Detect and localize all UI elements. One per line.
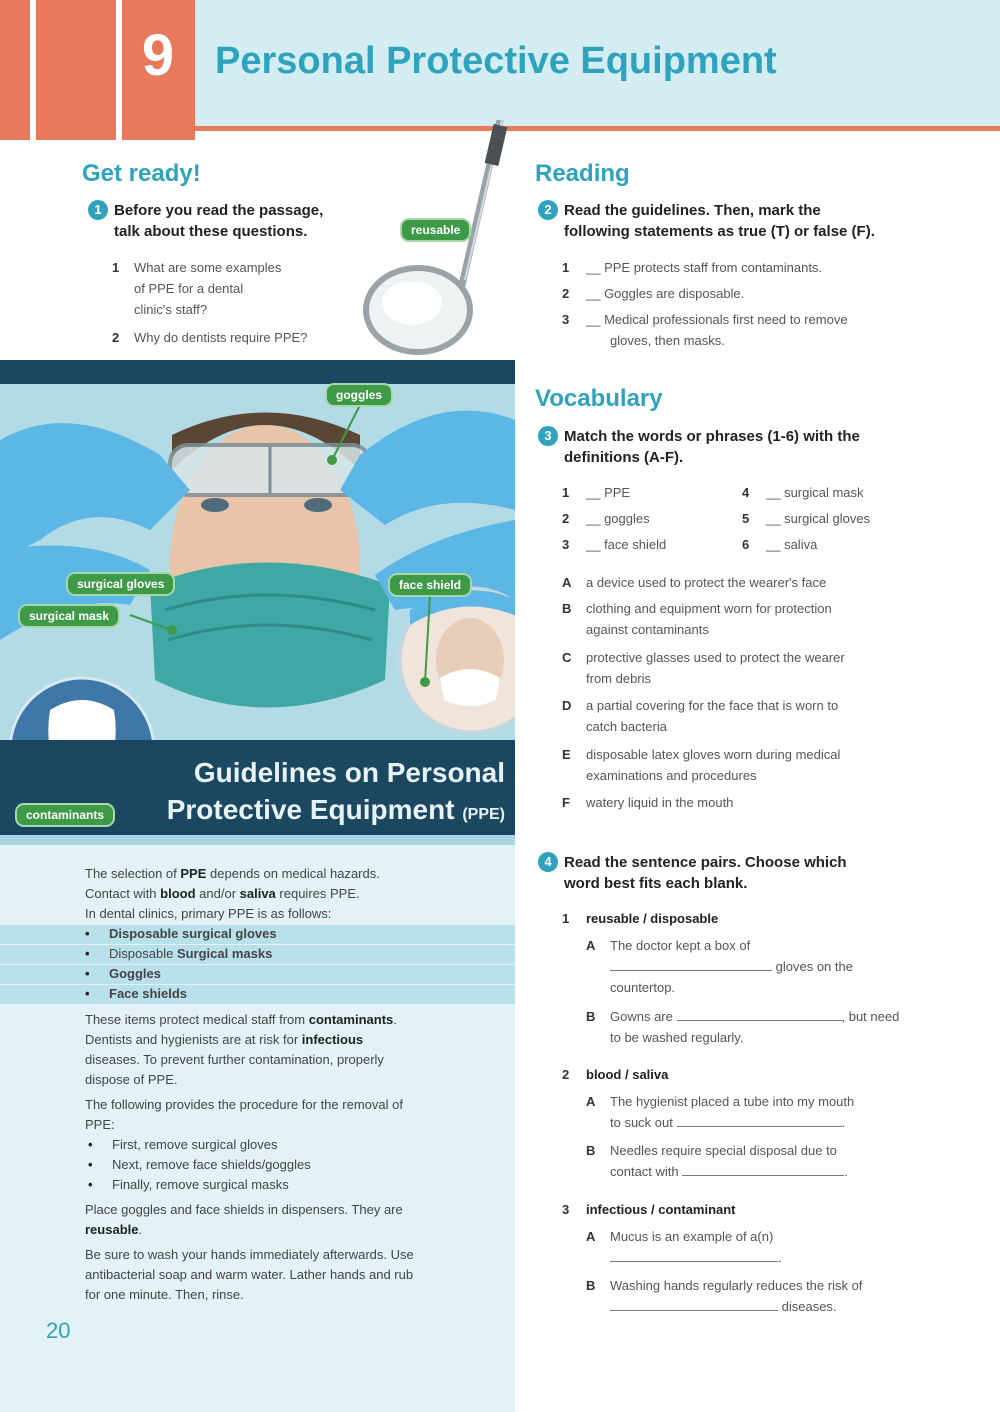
statement-text: gloves, then masks. — [610, 333, 725, 348]
label-face-shield: face shield — [388, 573, 472, 597]
label-surgical-mask: surgical mask — [18, 604, 120, 628]
passage-text: PPE: — [85, 1117, 115, 1132]
guidelines-title-line: Protective Equipment — [166, 794, 455, 825]
word-text: __ face shield — [586, 537, 667, 552]
word-choice: reusable / disposable — [586, 911, 719, 926]
task-instruction-line: talk about these questions. — [114, 223, 308, 240]
definition-text: from debris — [586, 671, 652, 686]
label-contaminants: contaminants — [15, 803, 115, 827]
list-keyword: Goggles — [109, 966, 162, 981]
sentence-pairs-task — [538, 852, 978, 894]
definition-text: against contaminants — [586, 622, 709, 637]
sentence-item: A The hygienist placed a tube into my mouth to suck out . — [586, 1094, 855, 1130]
unit-title: Personal Protective Equipment — [215, 40, 777, 82]
ppe-photo-panel — [0, 360, 515, 845]
statement-text: __ Medical professionals first need to remove — [586, 312, 848, 327]
statement-text: __ Goggles are disposable. — [586, 286, 745, 301]
reading-task — [538, 200, 978, 242]
page-number: 20 — [46, 1318, 71, 1343]
true-false-statement[interactable] — [562, 283, 962, 305]
sentence-text: The hygienist placed a tube into my mouth — [610, 1094, 855, 1109]
question-line: clinic's staff? — [134, 302, 208, 317]
header-rule — [195, 126, 1000, 131]
sentence-pair-title: 3 infectious / contaminant — [562, 1199, 962, 1221]
definition-text: protective glasses used to protect the wearer — [586, 650, 845, 665]
task-number-badge: 1 — [88, 200, 108, 220]
passage-text: Contact with — [85, 886, 161, 901]
discussion-question — [112, 257, 362, 323]
discussion-question — [112, 327, 372, 349]
task-number-badge: 3 — [538, 426, 558, 446]
passage-text: diseases. To prevent further contamination, properly — [85, 1052, 384, 1067]
passage-text: antibacterial soap and warm water. Lather hands and rub — [85, 1267, 414, 1282]
definition-letter: C — [562, 650, 572, 665]
sentence-text: Needles require special disposal due to — [610, 1143, 837, 1158]
passage-paragraph — [85, 864, 485, 924]
task-instruction-line: Read the sentence pairs. Choose which — [564, 854, 847, 871]
passage-text: depends on medical hazards. — [206, 866, 380, 881]
question-line: of PPE for a dental — [134, 281, 244, 296]
task-instruction-line: Before you read the passage, — [114, 202, 324, 219]
true-false-statement[interactable] — [562, 257, 962, 279]
sentence-text: to suck out — [610, 1115, 673, 1130]
task-instruction-line: Read the guidelines. Then, mark the — [564, 202, 821, 219]
sentence-text: gloves on the — [775, 959, 853, 974]
passage-paragraph — [85, 1095, 485, 1135]
sentence-item: B Needles require special disposal due to contact with . — [586, 1143, 848, 1179]
passage-keyword: PPE — [180, 866, 207, 881]
bullet-icon: • — [88, 1137, 93, 1152]
bullet-icon: • — [85, 926, 90, 941]
unit-number: 9 — [141, 23, 175, 88]
vocabulary-word[interactable] — [742, 508, 942, 530]
passage-text: for one minute. Then, rinse. — [85, 1287, 244, 1302]
label-reusable: reusable — [400, 218, 471, 242]
definition-text: watery liquid in the mouth — [586, 795, 734, 810]
passage-keyword: contaminants — [308, 1012, 394, 1027]
unit-header — [0, 0, 1000, 140]
vocabulary-task — [538, 426, 978, 468]
task-instruction-line: definitions (A-F). — [564, 449, 684, 466]
sentence-pair-title: 1 reusable / disposable — [562, 908, 962, 930]
header-stripe — [36, 0, 116, 140]
definition-text: a device used to protect the wearer's face — [586, 575, 827, 590]
guidelines-title-line: Guidelines on Personal — [193, 757, 505, 788]
definition-item — [562, 744, 962, 788]
sentence-item: A The doctor kept a box of gloves on the countertop. — [586, 938, 853, 995]
list-keyword: Face shields — [109, 986, 188, 1001]
passage-paragraph — [85, 1010, 485, 1090]
definition-text: a partial covering for the face that is worn to — [586, 698, 839, 713]
task-number-badge: 2 — [538, 200, 558, 220]
vocabulary-word[interactable] — [562, 508, 732, 530]
sentence-item: A Mucus is an example of a(n) . — [586, 1229, 782, 1265]
definition-item — [562, 598, 962, 642]
answer-blank[interactable] — [677, 1007, 842, 1021]
task-number-badge: 4 — [538, 852, 558, 872]
passage-text: . — [138, 1222, 143, 1237]
label-goggles: goggles — [325, 383, 393, 407]
vocabulary-word[interactable] — [742, 534, 942, 556]
sentence-pair-title: 2 blood / saliva — [562, 1064, 962, 1086]
sentence-text: Mucus is an example of a(n) — [610, 1229, 774, 1244]
sentence-text: countertop. — [610, 980, 676, 995]
sentence-text: to be washed regularly. — [610, 1030, 744, 1045]
passage-text: Place goggles and face shields in dispensers. They are — [85, 1202, 403, 1217]
guidelines-title-abbr: (PPE) — [462, 806, 505, 823]
word-number: 4 — [742, 485, 750, 500]
passage-text: Dentists and hygienists are at risk for — [85, 1032, 302, 1047]
passage-text: and/or — [195, 886, 240, 901]
true-false-statement[interactable] — [562, 309, 962, 353]
passage-text: Be sure to wash your hands immediately afterwards. Use — [85, 1247, 414, 1262]
word-number: 6 — [742, 537, 750, 552]
bullet-icon: • — [85, 986, 90, 1001]
word-choice: blood / saliva — [586, 1067, 669, 1082]
header-stripe — [0, 0, 30, 140]
question-text — [134, 257, 281, 320]
word-number: 2 — [562, 511, 570, 526]
word-text: __ surgical mask — [766, 485, 864, 500]
sentence-item: B Gowns are , but need to be washed regularly. — [586, 1009, 900, 1045]
definition-item — [562, 647, 962, 691]
question-number: 2 — [112, 330, 120, 345]
definition-item — [562, 792, 962, 814]
sentence-text: contact with — [610, 1164, 679, 1179]
vocabulary-word[interactable] — [562, 482, 732, 504]
task-instruction-line: Match the words or phrases (1-6) with the — [564, 428, 860, 445]
passage-text: . — [393, 1012, 397, 1027]
definition-letter: B — [562, 601, 572, 616]
passage-text: These items protect medical staff from — [85, 1012, 309, 1027]
bullet-icon: • — [85, 966, 90, 981]
passage-keyword: infectious — [301, 1032, 364, 1047]
definition-text: examinations and procedures — [586, 768, 757, 783]
question-line: What are some examples — [134, 260, 282, 275]
passage-text: The selection of — [85, 866, 181, 881]
vocabulary-word[interactable] — [562, 534, 732, 556]
sentence-text: , but need — [841, 1009, 900, 1024]
list-keyword: Disposable surgical gloves — [109, 926, 277, 941]
task-instruction-line: word best fits each blank. — [564, 875, 748, 892]
definition-text: clothing and equipment worn for protection — [586, 601, 832, 616]
vocabulary-heading: Vocabulary — [535, 385, 663, 412]
word-number: 3 — [562, 537, 570, 552]
definition-text: catch bacteria — [586, 719, 667, 734]
sentence-text: diseases. — [781, 1299, 837, 1314]
definition-text: disposable latex gloves worn during medical — [586, 747, 841, 762]
sentence-text: Washing hands regularly reduces the risk of — [610, 1278, 863, 1293]
sentence-text: Gowns are — [610, 1009, 673, 1024]
guidelines-title — [145, 754, 505, 833]
reading-heading: Reading — [535, 160, 630, 187]
word-choice: infectious / contaminant — [586, 1202, 736, 1217]
answer-blank[interactable] — [682, 1162, 844, 1176]
answer-blank[interactable] — [610, 1248, 778, 1262]
definition-letter: E — [562, 747, 571, 762]
definition-letter: F — [562, 795, 570, 810]
passage-text: The following provides the procedure for the removal of — [85, 1097, 403, 1112]
label-surgical-gloves: surgical gloves — [66, 572, 175, 596]
step-text: Next, remove face shields/goggles — [112, 1157, 311, 1172]
passage-keyword: blood — [160, 886, 196, 901]
answer-blank[interactable] — [677, 1113, 842, 1127]
step-text: Finally, remove surgical masks — [112, 1177, 289, 1192]
passage-text: In dental clinics, primary PPE is as follows: — [85, 906, 332, 921]
question-text: Why do dentists require PPE? — [134, 330, 308, 345]
answer-blank[interactable] — [610, 1297, 778, 1311]
passage-paragraph — [85, 1200, 485, 1240]
list-text: Disposable — [109, 946, 177, 961]
bullet-icon: • — [88, 1177, 93, 1192]
passage-text: dispose of PPE. — [85, 1072, 178, 1087]
definition-letter: A — [562, 575, 572, 590]
word-text: __ PPE — [586, 485, 631, 500]
passage-keyword: saliva — [239, 886, 276, 901]
get-ready-task — [88, 200, 378, 242]
bullet-icon: • — [88, 1157, 93, 1172]
passage-paragraph — [85, 1245, 485, 1305]
answer-blank[interactable] — [610, 957, 772, 971]
ppe-list-highlight — [0, 985, 515, 1004]
question-number: 1 — [112, 260, 120, 275]
word-text: __ goggles — [586, 511, 650, 526]
word-text: __ surgical gloves — [766, 511, 871, 526]
statement-number: 1 — [562, 260, 570, 275]
list-keyword: Surgical masks — [176, 946, 273, 961]
sentence-text: The doctor kept a box of — [610, 938, 751, 953]
statement-number: 2 — [562, 286, 570, 301]
word-text: __ saliva — [766, 537, 818, 552]
definition-item — [562, 695, 962, 739]
word-number: 1 — [562, 485, 570, 500]
definition-letter: D — [562, 698, 572, 713]
step-text: First, remove surgical gloves — [112, 1137, 278, 1152]
ppe-list-highlight — [0, 965, 515, 984]
definition-item — [562, 572, 962, 594]
get-ready-heading: Get ready! — [82, 160, 201, 187]
bullet-icon: • — [85, 946, 90, 961]
passage-text: requires PPE. — [275, 886, 360, 901]
statement-text: __ PPE protects staff from contaminants. — [586, 260, 823, 275]
task-instruction-line: following statements as true (T) or false (F). — [564, 223, 875, 240]
vocabulary-word[interactable] — [742, 482, 942, 504]
sentence-item: B Washing hands regularly reduces the risk of diseases. — [586, 1278, 863, 1314]
statement-number: 3 — [562, 312, 570, 327]
word-number: 5 — [742, 511, 750, 526]
passage-keyword: reusable — [85, 1222, 139, 1237]
